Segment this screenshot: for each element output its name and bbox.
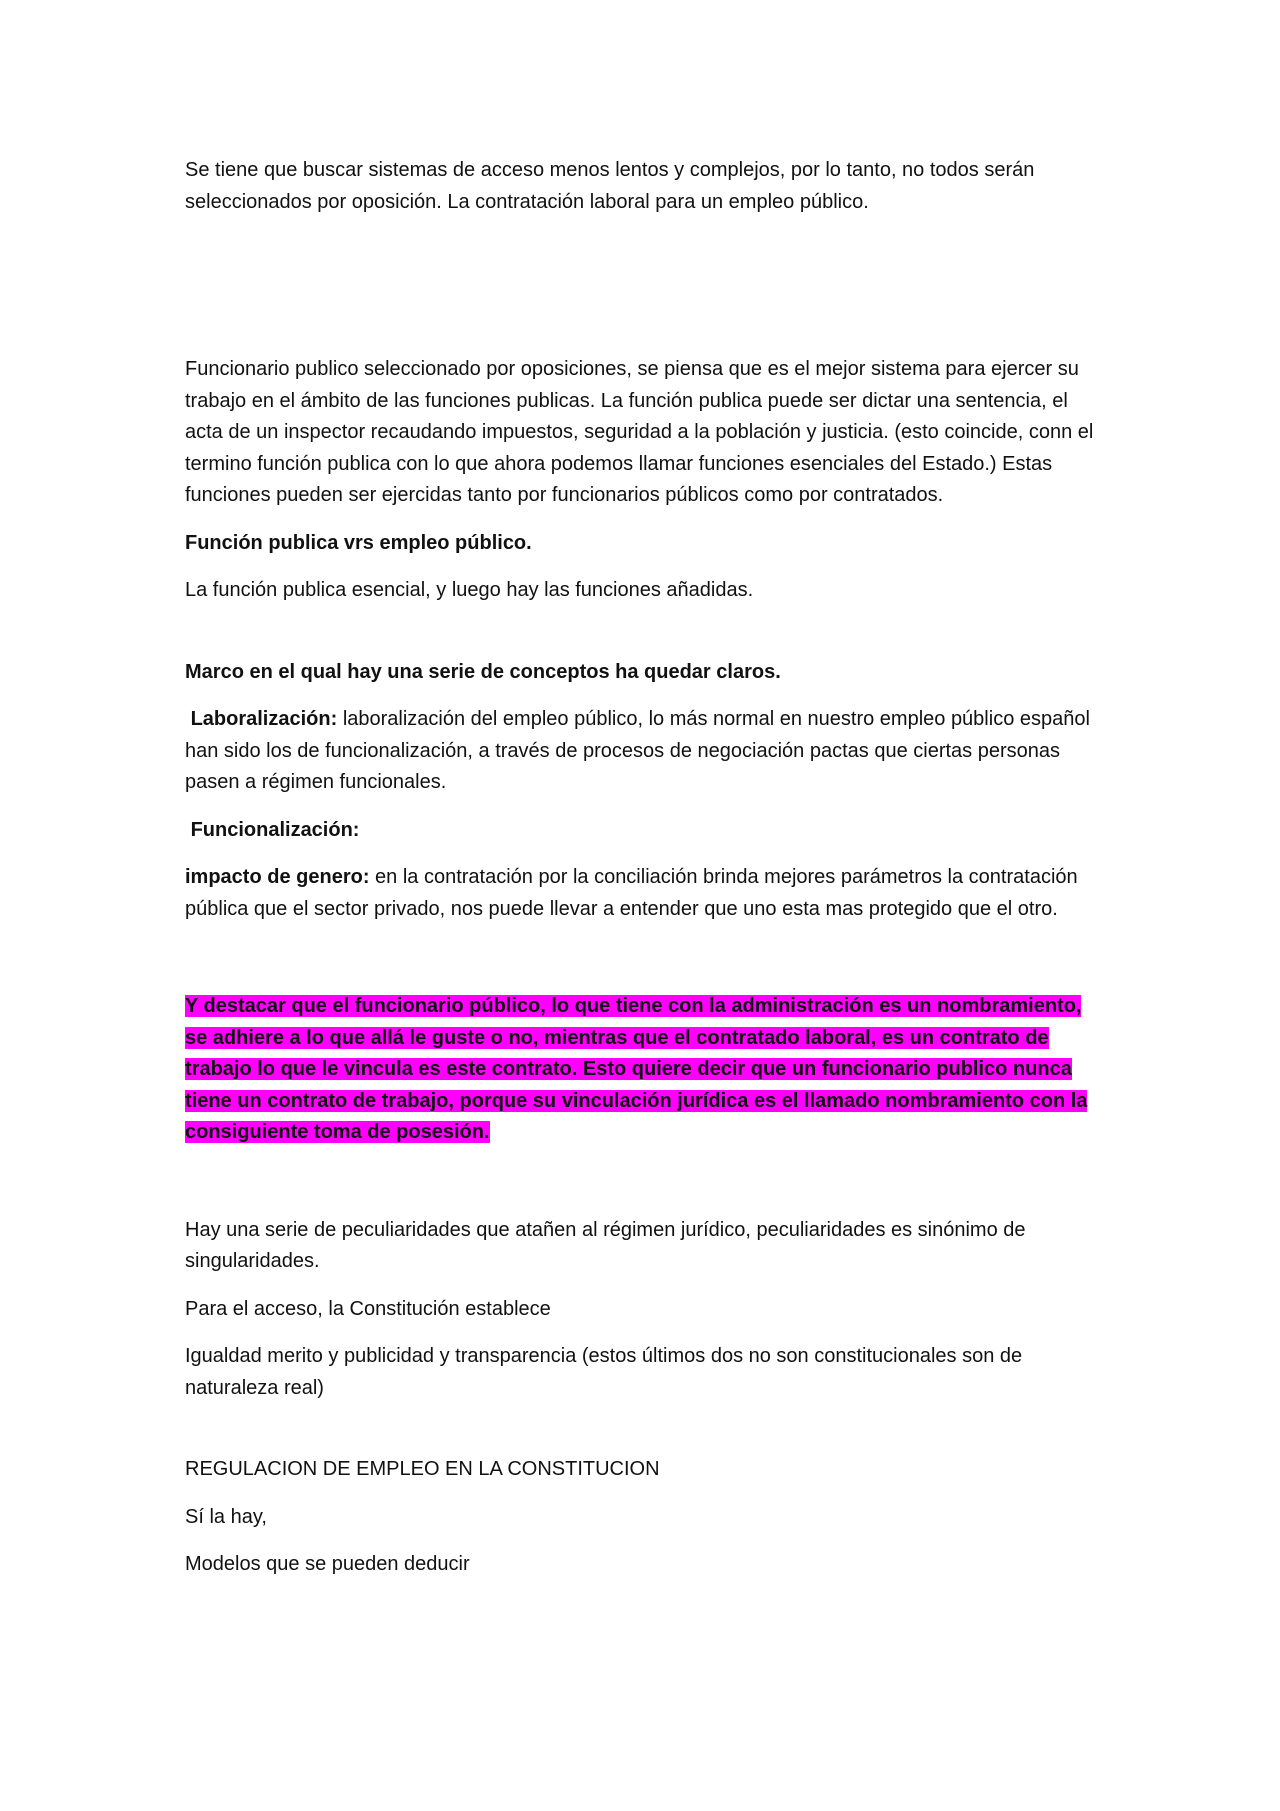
definition-impacto-genero: en la contratación por la conciliación brinda mejores parámetros la contratación pública que el sector privado, nos puede llevar a entender que uno esta mas protegido que el otro. [185,866,1078,920]
term-laboralizacion: Laboralización: [190,708,338,730]
term-funcionalizacion: Funcionalización: [190,818,360,841]
paragraph-funcion-esencial: La función publica esencial, y luego hay las funciones añadidas. [185,579,754,601]
paragraph-peculiaridades: Hay una serie de peculiaridades que atañen al régimen jurídico, peculiaridades es sinónimo de singularidades. [185,1218,1026,1272]
paragraph-si-la-hay: Sí la hay, [185,1505,267,1528]
paragraph-modelos: Modelos que se pueden deducir [185,1553,470,1575]
paragraph-regulacion-heading: REGULACION DE EMPLEO EN LA CONSTITUCION [185,1458,660,1480]
paragraph-laboralizacion [185,704,1105,799]
paragraph-acceso-constitucion: Para el acceso, la Constitución establece [185,1297,551,1320]
spacer [185,1420,1105,1454]
paragraph-highlighted [185,991,1105,1149]
highlighted-text: Y destacar que el funcionario público, lo que tiene con la administración es un nombramiento, se adhiere a lo que allá le guste o no, mientras que el contratado laboral, es un contrato de trabajo lo que le vincula es este contrato. Esto quiere decir que un funcionario publico nunca tiene un contrato de trabajo, porque su vinculación jurídica es el llamado nombramiento con la consiguiente toma de posesión. [185,995,1088,1143]
paragraph-funcionario-publico: Funcionario publico seleccionado por oposiciones, se piensa que es el mejor sistema para ejercer su trabajo en el ámbito de las funciones publicas. La función publica puede ser dictar una sentencia, el acta de un inspector recaudando impuestos, seguridad a la población y justicia. (esto coincide, conn el termino función publica con lo que ahora podemos llamar funciones esenciales del Estado.) Estas funciones pueden ser ejercidas tanto por funcionarios públicos como por contratados. [185,358,1094,506]
paragraph-access-systems: Se tiene que buscar sistemas de acceso menos lentos y complejos, por lo tanto, no todos serán seleccionados por oposición. La contratación laboral para un empleo público. [185,159,1035,213]
term-impacto-genero: impacto de genero: [185,866,370,888]
heading-funcion-publica: Función publica vrs empleo público. [185,531,532,554]
definition-laboralizacion: laboralización del empleo público, lo más normal en nuestro empleo público español han sido los de funcionalización, a través de procesos de negociación pactas que ciertas personas pasen a régimen funcionales. [185,708,1090,793]
paragraph-funcionalizacion [185,815,1105,847]
spacer [185,234,1105,354]
spacer [185,623,1105,657]
spacer [185,1165,1105,1215]
spacer [185,941,1105,991]
paragraph-impacto-genero [185,862,1105,925]
heading-marco-conceptos: Marco en el qual hay una serie de conceptos ha quedar claros. [185,660,781,683]
paragraph-igualdad-merito: Igualdad merito y publicidad y transparencia (estos últimos dos no son constitucionales son de naturaleza real) [185,1345,1023,1399]
document-body [185,155,1105,1597]
